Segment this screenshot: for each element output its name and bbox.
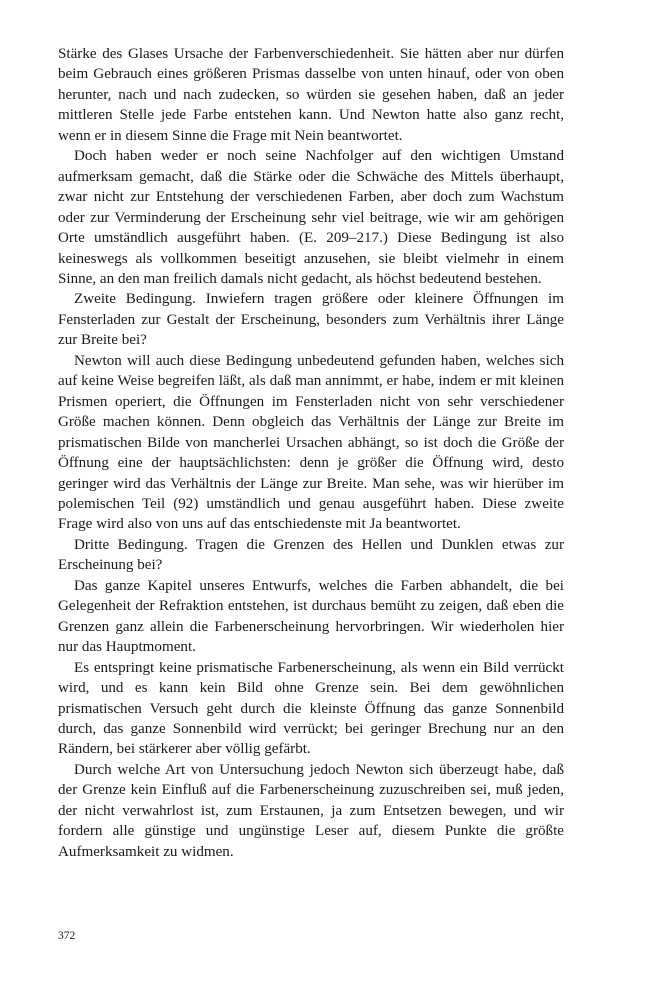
paragraph-newton-followers: Doch haben weder er noch seine Nachfolger auf den wichtigen Umstand aufmerksam gemacht, daß die Stärke oder die Schwäche des Mittels überhaupt, zwar nicht zur Entstehung der verschiedenen Farben, aber doch zum Wachstum oder zur Verminderung der Erscheinung sehr viel beitrage, wie wir am gehörigen Orte umständlich ausgeführt haben. (E. 209–217.) Diese Bedingung ist also keineswegs als vollkommen beseitigt anzusehen, sie bleibt vielmehr in einem Sinne, an den man freilich damals nicht gedacht, als höchst bedeutend bestehen. xyxy=(58,148,564,287)
paragraph-image-displacement: Es entspringt keine prismatische Farbenerscheinung, als wenn ein Bild verrückt wird, und es kann kein Bild ohne Grenze sein. Bei dem gewöhnlichen prismatischen Versuch geht durch die kleinste Öffnung das ganze Sonnenbild durch, das ganze Sonnenbild wird verrückt; bei geringer Brechung nur an den Rändern, bei stärkerer aber völlig gefärbt. xyxy=(58,659,564,758)
page-body xyxy=(58,44,564,862)
paragraph-second-condition: Zweite Bedingung. Inwiefern tragen größere oder kleinere Öffnungen im Fensterladen zur Gestalt der Erscheinung, besonders zum Verhältnis ihrer Länge zur Breite bei? xyxy=(58,291,564,349)
paragraph-continuation: Stärke des Glases Ursache der Farbenverschiedenheit. Sie hätten aber nur dürfen beim Gebrauch eines größeren Prismas dasselbe von unten hinauf, oder von oben herunter, nach und nach zudecken, so würden sie gesehen haben, daß an jeder mittleren Stelle jede Farbe entstehen kann. Und Newton hatte also ganz recht, wenn er in diesem Sinne die Frage mit Nein beantwortet. xyxy=(58,46,564,144)
paragraph-third-condition: Dritte Bedingung. Tragen die Grenzen des Hellen und Dunklen etwas zur Erscheinung bei? xyxy=(58,536,564,574)
paragraph-closing-appeal: Durch welche Art von Untersuchung jedoch Newton sich überzeugt habe, daß der Grenze kein Einfluß auf die Farbenerscheinung zuzuschreiben sei, muß jeden, der nicht verwahrlost ist, zum Erstaunen, ja zum Entsetzen bewegen, und wir fordern alle günstige und ungünstige Leser auf, diesem Punkte die größte Aufmerksamkeit zu widmen. xyxy=(58,761,564,860)
paragraph-openings-discussion: Newton will auch diese Bedingung unbedeutend gefunden haben, welches sich auf keine Weise begreifen läßt, als daß man annimmt, er habe, indem er mit kleinen Prismen operiert, die Öffnungen im Fensterladen nicht von sehr verschiedener Größe machen können. Denn obgleich das Verhältnis der Länge zur Breite im prismatischen Bilde von mancherlei Ursachen abhängt, so ist doch die Größe der Öffnung eine der hauptsächlichsten: denn je größer die Öffnung wird, desto geringer wird das Verhältnis der Länge zur Breite. Man sehe, was wir hierüber im polemischen Teil (92) umständlich und genau ausgeführt haben. Diese zweite Frage wird also von uns auf das entschiedenste mit Ja beantwortet. xyxy=(58,352,564,533)
paragraph-chapter-summary: Das ganze Kapitel unseres Entwurfs, welches die Farben abhandelt, die bei Gelegenheit der Refraktion entstehen, ist durchaus bemüht zu zeigen, daß eben die Grenzen ganz allein die Farbenerscheinung hervorbringen. Wir wiederholen hier nur das Hauptmoment. xyxy=(58,577,564,656)
page-number: 372 xyxy=(58,930,76,942)
